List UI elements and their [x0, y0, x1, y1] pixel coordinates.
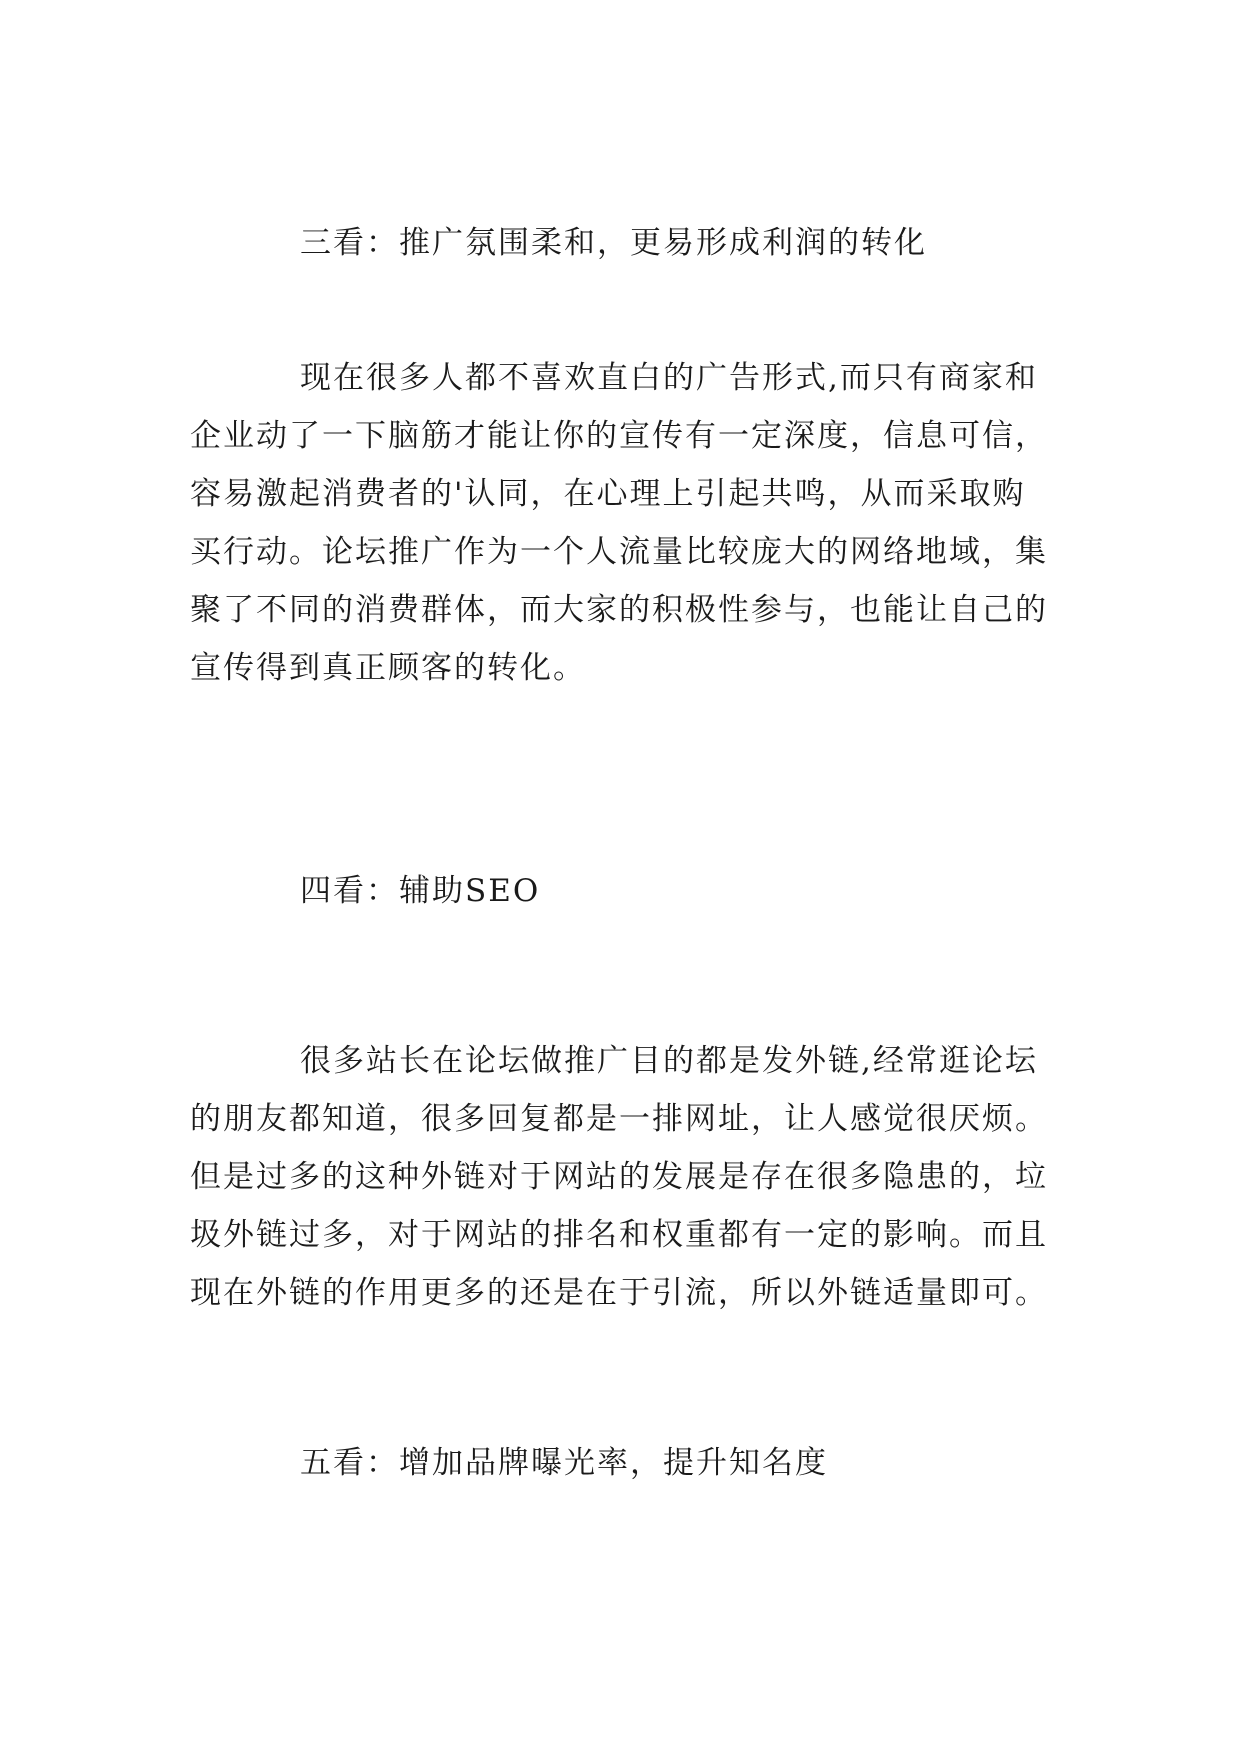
paragraph-line: 的朋友都知道，很多回复都是一排网址，让人感觉很厌烦。	[190, 1101, 1048, 1137]
section-paragraph-four	[190, 1032, 1050, 1322]
paragraph-line: 聚了不同的消费群体，而大家的积极性参与，也能让自己的	[190, 592, 1048, 628]
paragraph-line: 宣传得到真正顾客的转化。	[190, 650, 586, 686]
paragraph-line: 现在外链的作用更多的还是在于引流，所以外链适量即可。	[190, 1275, 1048, 1311]
paragraph-line: 买行动。论坛推广作为一个人流量比较庞大的网络地域，集	[190, 534, 1048, 570]
paragraph-line: 圾外链过多，对于网站的排名和权重都有一定的影响。而且	[190, 1217, 1048, 1253]
paragraph-line: 现在很多人都不喜欢直白的广告形式,而只有商家和	[300, 360, 1038, 396]
section-paragraph-three	[190, 349, 1050, 697]
paragraph-line: 很多站长在论坛做推广目的都是发外链,经常逛论坛	[300, 1043, 1038, 1079]
paragraph-line: 企业动了一下脑筋才能让你的宣传有一定深度，信息可信，	[190, 418, 1048, 454]
paragraph-line: 但是过多的这种外链对于网站的发展是存在很多隐患的，垃	[190, 1159, 1048, 1195]
section-heading-five: 五看：增加品牌曝光率，提升知名度	[300, 1445, 828, 1481]
section-heading-four: 四看：辅助SEO	[300, 873, 541, 909]
section-heading-three: 三看：推广氛围柔和，更易形成利润的转化	[300, 225, 927, 261]
paragraph-line: 容易激起消费者的'认同，在心理上引起共鸣，从而采取购	[190, 476, 1026, 512]
